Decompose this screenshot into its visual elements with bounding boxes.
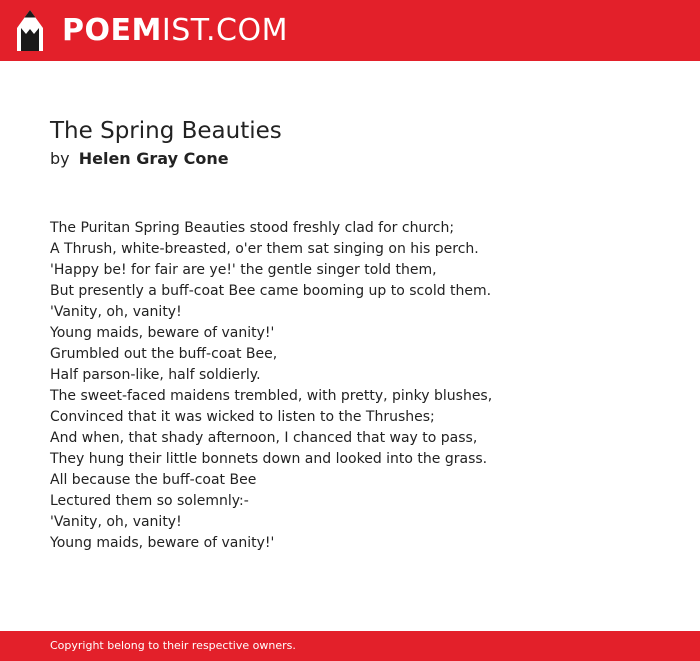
site-logo-link[interactable] (62, 12, 288, 50)
poem-line: A Thrush, white-breasted, o'er them sat singing on his perch. (50, 241, 479, 257)
poem-line: The Puritan Spring Beauties stood freshly clad for church; (50, 220, 455, 236)
copyright-text: Copyright belong to their respective owners. (50, 639, 296, 652)
poem-title: The Spring Beauties (50, 118, 282, 144)
poem-line: Grumbled out the buff-coat Bee, (50, 346, 278, 362)
poem-line: Young maids, beware of vanity!' (50, 535, 275, 551)
poem-line: 'Happy be! for fair are ye!' the gentle singer told them, (50, 262, 437, 278)
logo-light-text: IST.COM (161, 13, 288, 48)
poem-author: Helen Gray Cone (78, 149, 229, 168)
site-header (0, 0, 700, 61)
poem-line: And when, that shady afternoon, I chanced that way to pass, (50, 430, 478, 446)
logo-bold-text: POEM (62, 13, 162, 48)
poem-line: Lectured them so solemnly:- (50, 493, 249, 509)
byline (50, 148, 229, 170)
poem-line: But presently a buff-coat Bee came booming up to scold them. (50, 283, 492, 299)
poem-line: The sweet-faced maidens trembled, with pretty, pinky blushes, (50, 388, 493, 404)
by-label: by (50, 149, 70, 168)
poem-line: They hung their little bonnets down and looked into the grass. (50, 451, 488, 467)
site-footer (0, 631, 700, 661)
poem-line: 'Vanity, oh, vanity! (50, 304, 182, 320)
poem-line: All because the buff-coat Bee (50, 472, 257, 488)
poem-line: Convinced that it was wicked to listen to the Thrushes; (50, 409, 435, 425)
poem-line: Half parson-like, half soldierly. (50, 367, 261, 383)
poem-line: Young maids, beware of vanity!' (50, 325, 275, 341)
poem-line: 'Vanity, oh, vanity! (50, 514, 182, 530)
poem-body (50, 218, 670, 554)
pencil-icon (17, 10, 43, 51)
